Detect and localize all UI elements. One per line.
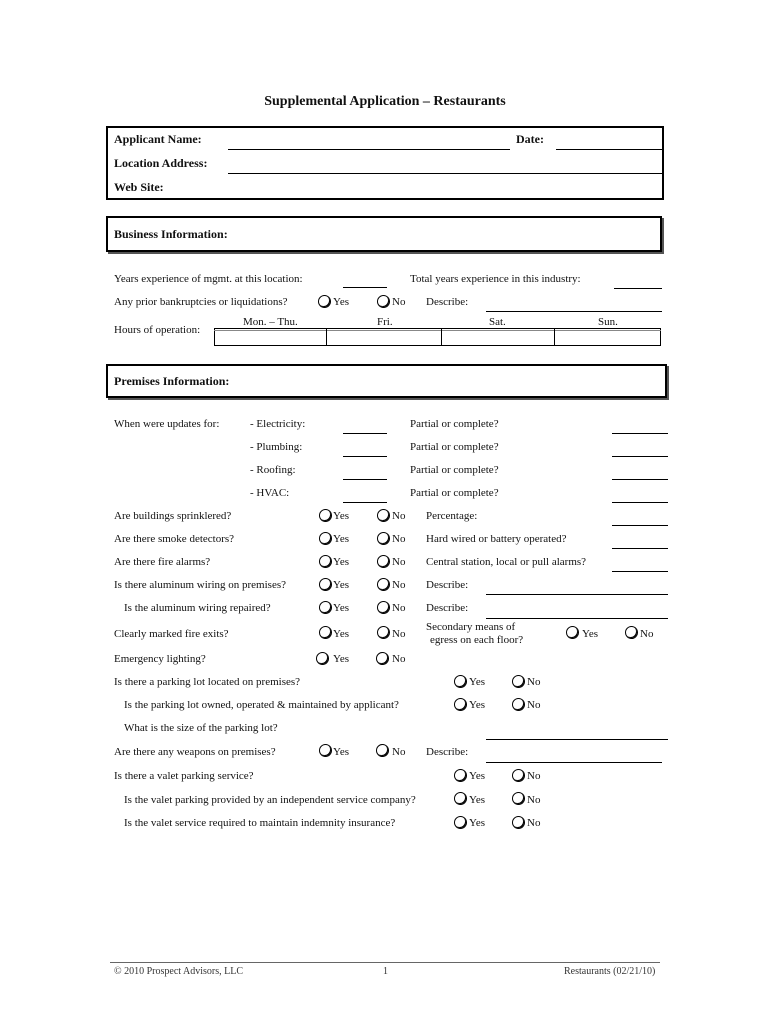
parking-owned-no-label: No (527, 699, 541, 711)
valet-no-label: No (527, 770, 541, 782)
fire-exits-no-radio[interactable] (377, 626, 390, 639)
aluminum-repaired-describe-field[interactable] (486, 618, 668, 619)
aluminum-no-label: No (392, 579, 406, 591)
fire-exits-yes-label: Yes (333, 628, 350, 640)
secondary-egress-label-line2: egress on each floor? (430, 634, 524, 646)
hours-table-rule (214, 330, 661, 331)
hours-day-sun: Sun. (598, 316, 618, 328)
bankruptcies-describe-field[interactable] (486, 311, 662, 312)
valet-insurance-label: Is the valet service required to maintain indemnity insurance? (124, 817, 396, 829)
secondary-egress-no-label: No (640, 628, 654, 640)
parking-yes-label: Yes (469, 676, 486, 688)
bankruptcies-yes-label: Yes (333, 296, 350, 308)
aluminum-describe-field[interactable] (486, 594, 668, 595)
valet-insurance-yes-radio[interactable] (454, 816, 467, 829)
years-industry-label: Total years experience in this industry: (410, 273, 581, 285)
parking-no-label: No (527, 676, 541, 688)
partial-label: Partial or complete? (410, 418, 499, 430)
sprinklered-yes-label: Yes (333, 510, 350, 522)
applicant-name-label: Applicant Name: (114, 132, 202, 146)
emergency-no-radio[interactable] (376, 652, 389, 665)
bankruptcies-label: Any prior bankruptcies or liquidations? (114, 296, 288, 308)
parking-lot-label: Is there a parking lot located on premises? (114, 676, 301, 688)
parking-owned-yes-label: Yes (469, 699, 486, 711)
valet-insurance-yes-label: Yes (469, 817, 486, 829)
secondary-egress-no-radio[interactable] (625, 626, 638, 639)
valet-independent-yes-radio[interactable] (454, 792, 467, 805)
hours-cell-divider (326, 328, 327, 346)
business-information-heading: Business Information: (114, 227, 228, 241)
update-roofing-field[interactable] (343, 479, 387, 480)
years-mgmt-label: Years experience of mgmt. at this location: (114, 273, 303, 285)
parking-no-radio[interactable] (512, 675, 525, 688)
hours-of-operation-label: Hours of operation: (114, 324, 201, 336)
fire-exits-label: Clearly marked fire exits? (114, 628, 229, 640)
weapons-no-radio[interactable] (376, 744, 389, 757)
weapons-describe-field[interactable] (486, 762, 662, 763)
valet-independent-no-radio[interactable] (512, 792, 525, 805)
aluminum-repaired-no-label: No (392, 602, 406, 614)
hours-day-sat: Sat. (489, 316, 506, 328)
date-field[interactable] (556, 149, 662, 150)
valet-insurance-no-label: No (527, 817, 541, 829)
emergency-yes-radio[interactable] (316, 652, 329, 665)
secondary-egress-label-line1: Secondary means of (426, 621, 516, 633)
parking-owned-yes-radio[interactable] (454, 698, 467, 711)
partial-roofing-field[interactable] (612, 479, 668, 480)
central-station-field[interactable] (612, 571, 668, 572)
percentage-label: Percentage: (426, 510, 478, 522)
hours-cell-divider (554, 328, 555, 346)
premises-information-heading: Premises Information: (114, 374, 230, 388)
hours-cell-divider (441, 328, 442, 346)
hours-day-fri: Fri. (377, 316, 393, 328)
percentage-field[interactable] (612, 525, 668, 526)
partial-label: Partial or complete? (410, 441, 499, 453)
update-roofing-label: - Roofing: (250, 464, 296, 476)
valet-insurance-no-radio[interactable] (512, 816, 525, 829)
parking-size-field[interactable] (486, 739, 668, 740)
web-site-label: Web Site: (114, 180, 164, 194)
aluminum-describe-label: Describe: (426, 579, 469, 591)
smoke-yes-radio[interactable] (319, 532, 332, 545)
date-label: Date: (516, 132, 544, 146)
updates-label: When were updates for: (114, 418, 220, 430)
smoke-no-label: No (392, 533, 406, 545)
parking-owned-no-radio[interactable] (512, 698, 525, 711)
aluminum-repaired-no-radio[interactable] (377, 601, 390, 614)
valet-yes-label: Yes (469, 770, 486, 782)
fire-alarms-yes-label: Yes (333, 556, 350, 568)
fire-alarms-no-radio[interactable] (377, 555, 390, 568)
secondary-egress-yes-label: Yes (582, 628, 599, 640)
aluminum-yes-radio[interactable] (319, 578, 332, 591)
weapons-yes-label: Yes (333, 746, 350, 758)
page-title: Supplemental Application – Restaurants (264, 94, 506, 109)
weapons-yes-radio[interactable] (319, 744, 332, 757)
bankruptcies-yes-radio[interactable] (318, 295, 331, 308)
aluminum-no-radio[interactable] (377, 578, 390, 591)
location-address-label: Location Address: (114, 156, 208, 170)
smoke-detectors-label: Are there smoke detectors? (114, 533, 235, 545)
smoke-no-radio[interactable] (377, 532, 390, 545)
bankruptcies-no-radio[interactable] (377, 295, 390, 308)
aluminum-repaired-label: Is the aluminum wiring repaired? (124, 602, 271, 614)
emergency-yes-label: Yes (333, 653, 350, 665)
sprinklered-no-label: No (392, 510, 406, 522)
hours-day-mon-thu: Mon. – Thu. (243, 316, 298, 328)
footer-copyright: © 2010 Prospect Advisors, LLC (114, 966, 243, 977)
emergency-no-label: No (392, 653, 406, 665)
footer-form-id: Restaurants (02/21/10) (564, 966, 656, 977)
valet-independent-label: Is the valet parking provided by an independent service company? (124, 794, 416, 806)
smoke-yes-label: Yes (333, 533, 350, 545)
update-hvac-label: - HVAC: (250, 487, 290, 499)
valet-yes-radio[interactable] (454, 769, 467, 782)
update-hvac-field[interactable] (343, 502, 387, 503)
applicant-name-field[interactable] (228, 149, 510, 150)
bankruptcies-describe-label: Describe: (426, 296, 469, 308)
parking-size-label: What is the size of the parking lot? (124, 722, 278, 734)
parking-owned-label: Is the parking lot owned, operated & maintained by applicant? (124, 699, 399, 711)
fire-alarms-yes-radio[interactable] (319, 555, 332, 568)
partial-label: Partial or complete? (410, 464, 499, 476)
aluminum-repaired-describe-label: Describe: (426, 602, 469, 614)
years-mgmt-field[interactable] (343, 287, 387, 288)
aluminum-repaired-yes-radio[interactable] (319, 601, 332, 614)
footer-page-number: 1 (383, 966, 388, 977)
valet-label: Is there a valet parking service? (114, 770, 254, 782)
emergency-lighting-label: Emergency lighting? (114, 653, 206, 665)
aluminum-wiring-label: Is there aluminum wiring on premises? (114, 579, 286, 591)
valet-no-radio[interactable] (512, 769, 525, 782)
sprinklered-label: Are buildings sprinklered? (114, 510, 232, 522)
partial-hvac-field[interactable] (612, 502, 668, 503)
hardwired-field[interactable] (612, 548, 668, 549)
update-plumbing-label: - Plumbing: (250, 441, 303, 453)
update-electricity-label: - Electricity: (250, 418, 306, 430)
valet-independent-no-label: No (527, 794, 541, 806)
bankruptcies-no-label: No (392, 296, 406, 308)
hardwired-label: Hard wired or battery operated? (426, 533, 567, 545)
fire-exits-no-label: No (392, 628, 406, 640)
fire-alarms-no-label: No (392, 556, 406, 568)
aluminum-repaired-yes-label: Yes (333, 602, 350, 614)
update-plumbing-field[interactable] (343, 456, 387, 457)
weapons-label: Are there any weapons on premises? (114, 746, 276, 758)
secondary-egress-yes-radio[interactable] (566, 626, 579, 639)
partial-electricity-field[interactable] (612, 433, 668, 434)
central-station-label: Central station, local or pull alarms? (426, 556, 587, 568)
years-industry-field[interactable] (614, 288, 662, 289)
partial-label: Partial or complete? (410, 487, 499, 499)
valet-independent-yes-label: Yes (469, 794, 486, 806)
partial-plumbing-field[interactable] (612, 456, 668, 457)
sprinklered-yes-radio[interactable] (319, 509, 332, 522)
sprinklered-no-radio[interactable] (377, 509, 390, 522)
aluminum-yes-label: Yes (333, 579, 350, 591)
footer-rule (110, 962, 660, 963)
fire-exits-yes-radio[interactable] (319, 626, 332, 639)
parking-yes-radio[interactable] (454, 675, 467, 688)
weapons-describe-label: Describe: (426, 746, 469, 758)
location-address-field[interactable] (228, 173, 662, 174)
fire-alarms-label: Are there fire alarms? (114, 556, 211, 568)
weapons-no-label: No (392, 746, 406, 758)
update-electricity-field[interactable] (343, 433, 387, 434)
